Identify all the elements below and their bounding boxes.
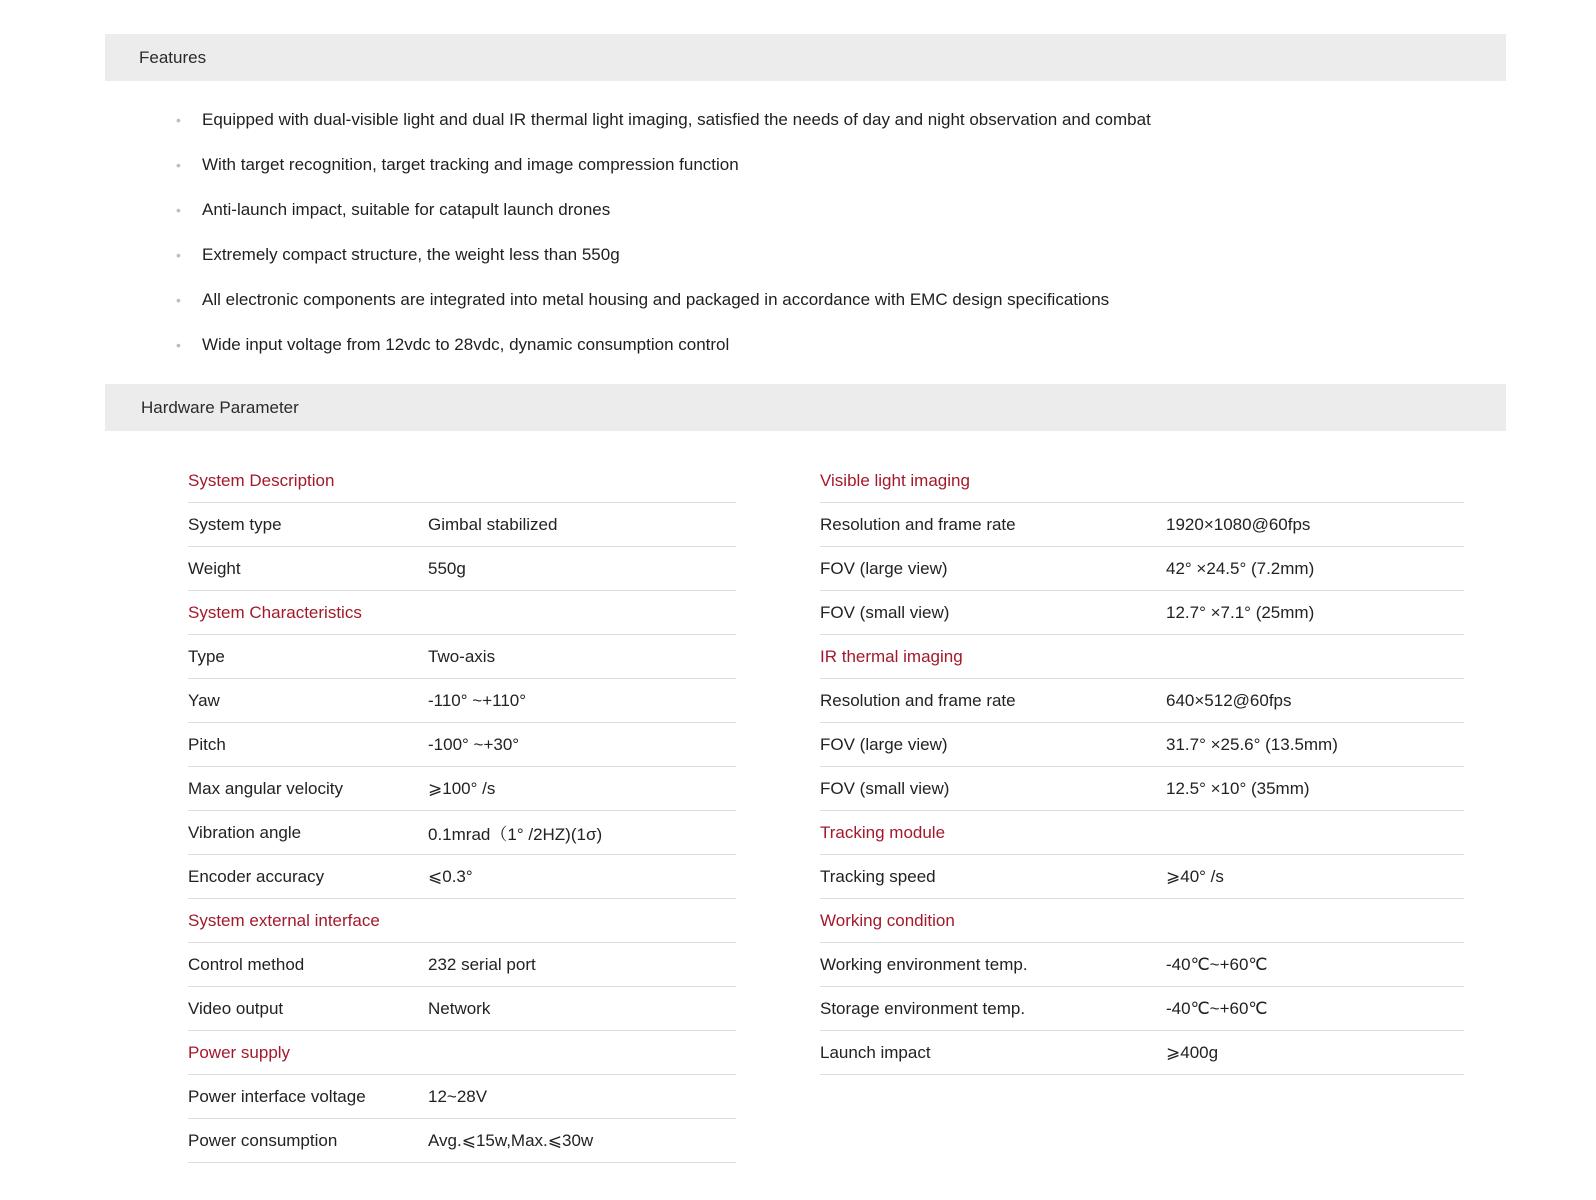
spec-group-title: IR thermal imaging bbox=[820, 646, 963, 666]
features-title: Features bbox=[139, 47, 207, 67]
spec-group-title: Power supply bbox=[188, 1042, 291, 1062]
spec-label: Storage environment temp. bbox=[820, 998, 1026, 1018]
spec-group-heading bbox=[820, 899, 1464, 943]
spec-group-heading bbox=[188, 591, 736, 635]
feature-item bbox=[176, 277, 1151, 322]
spec-row bbox=[188, 635, 736, 679]
spec-row bbox=[820, 987, 1464, 1031]
spec-row bbox=[820, 855, 1464, 899]
hardware-section-header bbox=[105, 384, 1506, 431]
spec-label: Video output bbox=[188, 998, 284, 1018]
spec-value: Avg.⩽15w,Max.⩽30w bbox=[428, 1130, 594, 1150]
hardware-title: Hardware Parameter bbox=[141, 397, 299, 417]
spec-row bbox=[188, 855, 736, 899]
bullet-icon: • bbox=[176, 291, 181, 308]
spec-row bbox=[188, 811, 736, 855]
spec-value: 232 serial port bbox=[428, 954, 536, 974]
spec-value: Network bbox=[428, 998, 491, 1018]
spec-label: Launch impact bbox=[820, 1042, 931, 1062]
spec-value: -100° ~+30° bbox=[428, 734, 520, 754]
spec-value: 0.1mrad（1° /2HZ)(1σ) bbox=[428, 825, 603, 844]
spec-value: -40℃~+60℃ bbox=[1166, 998, 1268, 1018]
spec-value: ⩽0.3° bbox=[428, 866, 473, 886]
feature-list bbox=[176, 97, 1151, 367]
spec-row bbox=[188, 1119, 736, 1163]
spec-value: ⩾40° /s bbox=[1166, 866, 1224, 886]
spec-value: 31.7° ×25.6° (13.5mm) bbox=[1166, 734, 1338, 754]
spec-value: Gimbal stabilized bbox=[428, 514, 558, 534]
spec-row bbox=[820, 679, 1464, 723]
feature-text: Extremely compact structure, the weight less than 550g bbox=[202, 244, 620, 264]
feature-item bbox=[176, 97, 1151, 142]
spec-label: Control method bbox=[188, 954, 305, 974]
spec-group-heading bbox=[820, 811, 1464, 855]
spec-label: Vibration angle bbox=[188, 822, 302, 842]
spec-row bbox=[188, 679, 736, 723]
spec-table-left bbox=[188, 459, 736, 1163]
spec-row bbox=[188, 547, 736, 591]
bullet-icon: • bbox=[176, 336, 181, 353]
feature-text: Anti-launch impact, suitable for catapult launch drones bbox=[202, 199, 611, 219]
spec-label: Weight bbox=[188, 558, 241, 578]
bullet-icon: • bbox=[176, 111, 181, 128]
spec-group-title: Visible light imaging bbox=[820, 470, 970, 490]
bullet-icon: • bbox=[176, 246, 181, 263]
spec-value: 640×512@60fps bbox=[1166, 690, 1292, 710]
spec-group-title: System external interface bbox=[188, 910, 380, 930]
spec-value: 12.5° ×10° (35mm) bbox=[1166, 778, 1310, 798]
spec-row bbox=[820, 547, 1464, 591]
spec-value: ⩾100° /s bbox=[428, 778, 496, 798]
spec-group-title: Tracking module bbox=[820, 822, 946, 842]
spec-label: Tracking speed bbox=[820, 866, 936, 886]
spec-group-title: System Characteristics bbox=[188, 602, 362, 622]
spec-value: 12.7° ×7.1° (25mm) bbox=[1166, 602, 1315, 622]
spec-group-heading bbox=[188, 459, 736, 503]
spec-value: 1920×1080@60fps bbox=[1166, 514, 1311, 534]
feature-text: Equipped with dual-visible light and dual IR thermal light imaging, satisfied the needs of day and night observation and combat bbox=[202, 109, 1151, 129]
spec-group-heading bbox=[820, 635, 1464, 679]
spec-label: FOV (small view) bbox=[820, 602, 950, 622]
spec-row bbox=[820, 767, 1464, 811]
spec-row bbox=[188, 503, 736, 547]
bullet-icon: • bbox=[176, 156, 181, 173]
spec-row bbox=[820, 723, 1464, 767]
spec-label: Yaw bbox=[188, 690, 220, 710]
spec-row bbox=[188, 987, 736, 1031]
spec-row bbox=[820, 943, 1464, 987]
spec-row bbox=[820, 1031, 1464, 1075]
spec-value: 12~28V bbox=[428, 1086, 488, 1106]
spec-group-heading bbox=[188, 1031, 736, 1075]
features-section-header bbox=[105, 34, 1506, 81]
feature-item bbox=[176, 142, 1151, 187]
spec-label: Resolution and frame rate bbox=[820, 690, 1016, 710]
feature-item bbox=[176, 187, 1151, 232]
spec-label: System type bbox=[188, 514, 282, 534]
feature-item bbox=[176, 232, 1151, 277]
spec-value: ⩾400g bbox=[1166, 1042, 1219, 1062]
spec-row bbox=[188, 943, 736, 987]
spec-label: Resolution and frame rate bbox=[820, 514, 1016, 534]
spec-label: Encoder accuracy bbox=[188, 866, 325, 886]
spec-group-heading bbox=[188, 899, 736, 943]
spec-row bbox=[188, 1075, 736, 1119]
spec-label: Power consumption bbox=[188, 1130, 338, 1150]
spec-label: Pitch bbox=[188, 734, 226, 754]
spec-value: 550g bbox=[428, 558, 466, 578]
spec-row bbox=[188, 767, 736, 811]
spec-label: Power interface voltage bbox=[188, 1086, 366, 1106]
spec-value: -110° ~+110° bbox=[428, 690, 527, 710]
spec-label: FOV (large view) bbox=[820, 734, 948, 754]
spec-table-right bbox=[820, 459, 1464, 1075]
feature-text: All electronic components are integrated into metal housing and packaged in accordance with EMC design specifications bbox=[202, 289, 1110, 309]
feature-item bbox=[176, 322, 1151, 367]
spec-row bbox=[820, 591, 1464, 635]
spec-value: -40℃~+60℃ bbox=[1166, 954, 1268, 974]
feature-text: Wide input voltage from 12vdc to 28vdc, dynamic consumption control bbox=[202, 334, 730, 354]
spec-label: Working environment temp. bbox=[820, 954, 1028, 974]
spec-label: FOV (small view) bbox=[820, 778, 950, 798]
spec-row bbox=[820, 503, 1464, 547]
feature-text: With target recognition, target tracking and image compression function bbox=[202, 154, 739, 174]
spec-row bbox=[188, 723, 736, 767]
spec-value: 42° ×24.5° (7.2mm) bbox=[1166, 558, 1315, 578]
bullet-icon: • bbox=[176, 201, 181, 218]
spec-group-title: System Description bbox=[188, 470, 335, 490]
spec-group-title: Working condition bbox=[820, 910, 955, 930]
spec-label: Max angular velocity bbox=[188, 778, 343, 798]
spec-group-heading bbox=[820, 459, 1464, 503]
spec-label: Type bbox=[188, 646, 225, 666]
spec-label: FOV (large view) bbox=[820, 558, 948, 578]
spec-value: Two-axis bbox=[428, 646, 496, 666]
